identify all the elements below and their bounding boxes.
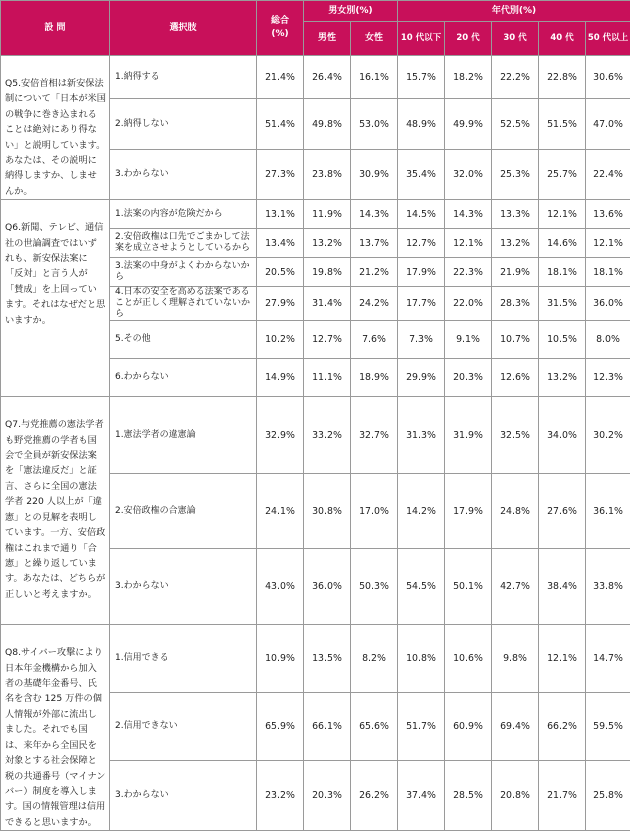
option-label: 2.信用できない (110, 692, 257, 760)
value-cell: 37.4% (398, 760, 445, 830)
value-cell: 53.0% (351, 99, 398, 150)
table-row (1, 200, 630, 229)
value-cell: 7.3% (398, 321, 445, 359)
value-cell: 65.9% (257, 692, 304, 760)
value-cell: 26.4% (304, 56, 351, 99)
header-female: 女性 (351, 22, 398, 56)
value-cell: 16.1% (351, 56, 398, 99)
value-cell: 20.8% (492, 760, 539, 830)
option-label: 4.日本の安全を高める法案であることが正しく理解されていないから (110, 287, 257, 321)
value-cell: 8.2% (351, 625, 398, 692)
value-cell: 7.6% (351, 321, 398, 359)
value-cell: 22.0% (445, 287, 492, 321)
value-cell: 30.6% (586, 56, 630, 99)
value-cell: 48.9% (398, 99, 445, 150)
question-text: Q5.安倍首相は新安保法制について「日本が米国の戦争に巻き込まれることは絶対にあり得ない」と説明しています。あなたは、その説明に納得しますか、しませんか。 (1, 56, 110, 200)
value-cell: 60.9% (445, 692, 492, 760)
table-row (1, 625, 630, 692)
value-cell: 24.2% (351, 287, 398, 321)
value-cell: 15.7% (398, 56, 445, 99)
value-cell: 54.5% (398, 549, 445, 625)
value-cell: 10.2% (257, 321, 304, 359)
value-cell: 27.6% (539, 474, 586, 549)
value-cell: 69.4% (492, 692, 539, 760)
value-cell: 27.9% (257, 287, 304, 321)
value-cell: 22.4% (586, 150, 630, 200)
header-question: 設 問 (1, 1, 110, 56)
value-cell: 49.8% (304, 99, 351, 150)
header-age-30s: 30 代 (492, 22, 539, 56)
value-cell: 26.2% (351, 760, 398, 830)
value-cell: 49.9% (445, 99, 492, 150)
header-total (257, 1, 304, 56)
header-choices: 選択肢 (110, 1, 257, 56)
value-cell: 10.5% (539, 321, 586, 359)
value-cell: 32.0% (445, 150, 492, 200)
question-text: Q6.新聞、テレビ、通信社の世論調査ではいずれも、新安保法案に「反対」と言う人が「賛成」を上回っています。それはなぜだと思いますか。 (1, 200, 110, 397)
header-age-50s: 50 代以上 (586, 22, 630, 56)
header-gender-group: 男女別(%) (304, 1, 398, 22)
question-text: Q8.サイバー攻撃により日本年金機構から加入者の基礎年金番号、氏名を含む 125 万件の個人情報が外部に流出しました。それでも国は、来年から全国民を対象とする社会保障と税の共通番号（マイナンバー）制度を導入します。国の情報管理は信用できると思いますか。 (1, 625, 110, 831)
value-cell: 13.6% (586, 200, 630, 229)
option-label: 3.わからない (110, 549, 257, 625)
value-cell: 17.9% (398, 258, 445, 287)
value-cell: 17.9% (445, 474, 492, 549)
value-cell: 33.2% (304, 397, 351, 474)
header-age-group: 年代別(%) (398, 1, 630, 22)
value-cell: 14.2% (398, 474, 445, 549)
value-cell: 51.7% (398, 692, 445, 760)
value-cell: 8.0% (586, 321, 630, 359)
value-cell: 18.1% (586, 258, 630, 287)
value-cell: 25.3% (492, 150, 539, 200)
value-cell: 32.7% (351, 397, 398, 474)
option-label: 1.信用できる (110, 625, 257, 692)
value-cell: 36.0% (586, 287, 630, 321)
option-label: 2.安倍政権の合憲論 (110, 474, 257, 549)
value-cell: 12.1% (539, 200, 586, 229)
value-cell: 13.2% (539, 359, 586, 397)
value-cell: 25.8% (586, 760, 630, 830)
value-cell: 66.2% (539, 692, 586, 760)
value-cell: 27.3% (257, 150, 304, 200)
value-cell: 10.9% (257, 625, 304, 692)
value-cell: 43.0% (257, 549, 304, 625)
value-cell: 21.4% (257, 56, 304, 99)
value-cell: 29.9% (398, 359, 445, 397)
value-cell: 14.3% (351, 200, 398, 229)
value-cell: 18.2% (445, 56, 492, 99)
value-cell: 12.1% (539, 625, 586, 692)
value-cell: 34.0% (539, 397, 586, 474)
header-age-20s: 20 代 (445, 22, 492, 56)
value-cell: 47.0% (586, 99, 630, 150)
value-cell: 10.7% (492, 321, 539, 359)
value-cell: 12.6% (492, 359, 539, 397)
value-cell: 42.7% (492, 549, 539, 625)
value-cell: 21.7% (539, 760, 586, 830)
value-cell: 32.5% (492, 397, 539, 474)
table-body (1, 56, 630, 831)
value-cell: 52.5% (492, 99, 539, 150)
value-cell: 25.7% (539, 150, 586, 200)
value-cell: 20.5% (257, 258, 304, 287)
value-cell: 51.5% (539, 99, 586, 150)
value-cell: 17.7% (398, 287, 445, 321)
value-cell: 13.5% (304, 625, 351, 692)
value-cell: 35.4% (398, 150, 445, 200)
value-cell: 30.2% (586, 397, 630, 474)
value-cell: 19.8% (304, 258, 351, 287)
value-cell: 18.9% (351, 359, 398, 397)
value-cell: 24.8% (492, 474, 539, 549)
value-cell: 22.8% (539, 56, 586, 99)
value-cell: 22.3% (445, 258, 492, 287)
value-cell: 31.9% (445, 397, 492, 474)
option-label: 2.安倍政権は口先でごまかして法案を成立させようとしているから (110, 229, 257, 258)
value-cell: 65.6% (351, 692, 398, 760)
option-label: 2.納得しない (110, 99, 257, 150)
value-cell: 28.5% (445, 760, 492, 830)
value-cell: 14.9% (257, 359, 304, 397)
header-total-unit: (%) (271, 29, 288, 39)
value-cell: 33.8% (586, 549, 630, 625)
value-cell: 50.3% (351, 549, 398, 625)
value-cell: 24.1% (257, 474, 304, 549)
value-cell: 32.9% (257, 397, 304, 474)
value-cell: 9.8% (492, 625, 539, 692)
header-male: 男性 (304, 22, 351, 56)
header-age-10s: 10 代以下 (398, 22, 445, 56)
value-cell: 31.3% (398, 397, 445, 474)
value-cell: 14.6% (539, 229, 586, 258)
table-row (1, 397, 630, 474)
value-cell: 11.9% (304, 200, 351, 229)
option-label: 1.法案の内容が危険だから (110, 200, 257, 229)
value-cell: 50.1% (445, 549, 492, 625)
value-cell: 12.7% (304, 321, 351, 359)
value-cell: 12.7% (398, 229, 445, 258)
value-cell: 12.1% (445, 229, 492, 258)
option-label: 3.わからない (110, 150, 257, 200)
value-cell: 66.1% (304, 692, 351, 760)
value-cell: 14.5% (398, 200, 445, 229)
value-cell: 13.1% (257, 200, 304, 229)
header-age-40s: 40 代 (539, 22, 586, 56)
table-row (1, 56, 630, 99)
value-cell: 14.3% (445, 200, 492, 229)
value-cell: 22.2% (492, 56, 539, 99)
option-label: 6.わからない (110, 359, 257, 397)
value-cell: 28.3% (492, 287, 539, 321)
value-cell: 30.9% (351, 150, 398, 200)
option-label: 5.その他 (110, 321, 257, 359)
value-cell: 13.4% (257, 229, 304, 258)
value-cell: 21.9% (492, 258, 539, 287)
value-cell: 36.1% (586, 474, 630, 549)
value-cell: 13.2% (304, 229, 351, 258)
value-cell: 17.0% (351, 474, 398, 549)
value-cell: 31.4% (304, 287, 351, 321)
value-cell: 10.8% (398, 625, 445, 692)
value-cell: 51.4% (257, 99, 304, 150)
value-cell: 30.8% (304, 474, 351, 549)
value-cell: 21.2% (351, 258, 398, 287)
header-total-label: 総合 (271, 16, 289, 26)
option-label: 3.法案の中身がよくわからないから (110, 258, 257, 287)
option-label: 1.納得する (110, 56, 257, 99)
value-cell: 59.5% (586, 692, 630, 760)
value-cell: 14.7% (586, 625, 630, 692)
value-cell: 11.1% (304, 359, 351, 397)
option-label: 3.わからない (110, 760, 257, 830)
value-cell: 12.3% (586, 359, 630, 397)
value-cell: 23.8% (304, 150, 351, 200)
value-cell: 18.1% (539, 258, 586, 287)
value-cell: 13.3% (492, 200, 539, 229)
value-cell: 31.5% (539, 287, 586, 321)
value-cell: 38.4% (539, 549, 586, 625)
value-cell: 13.7% (351, 229, 398, 258)
value-cell: 23.2% (257, 760, 304, 830)
value-cell: 20.3% (304, 760, 351, 830)
value-cell: 9.1% (445, 321, 492, 359)
value-cell: 12.1% (586, 229, 630, 258)
value-cell: 36.0% (304, 549, 351, 625)
value-cell: 10.6% (445, 625, 492, 692)
question-text: Q7.与党推薦の憲法学者も野党推薦の学者も国会で全員が新安保法案を「憲法違反だ」と証言、さらに全国の憲法学者 220 人以上が「違憲」との見解を表明しています。一方、安倍政権はこれまで通り「合憲」と繰り返しています。あなたは、どちらが正しいと考えますか。 (1, 397, 110, 625)
option-label: 1.憲法学者の違憲論 (110, 397, 257, 474)
value-cell: 20.3% (445, 359, 492, 397)
value-cell: 13.2% (492, 229, 539, 258)
